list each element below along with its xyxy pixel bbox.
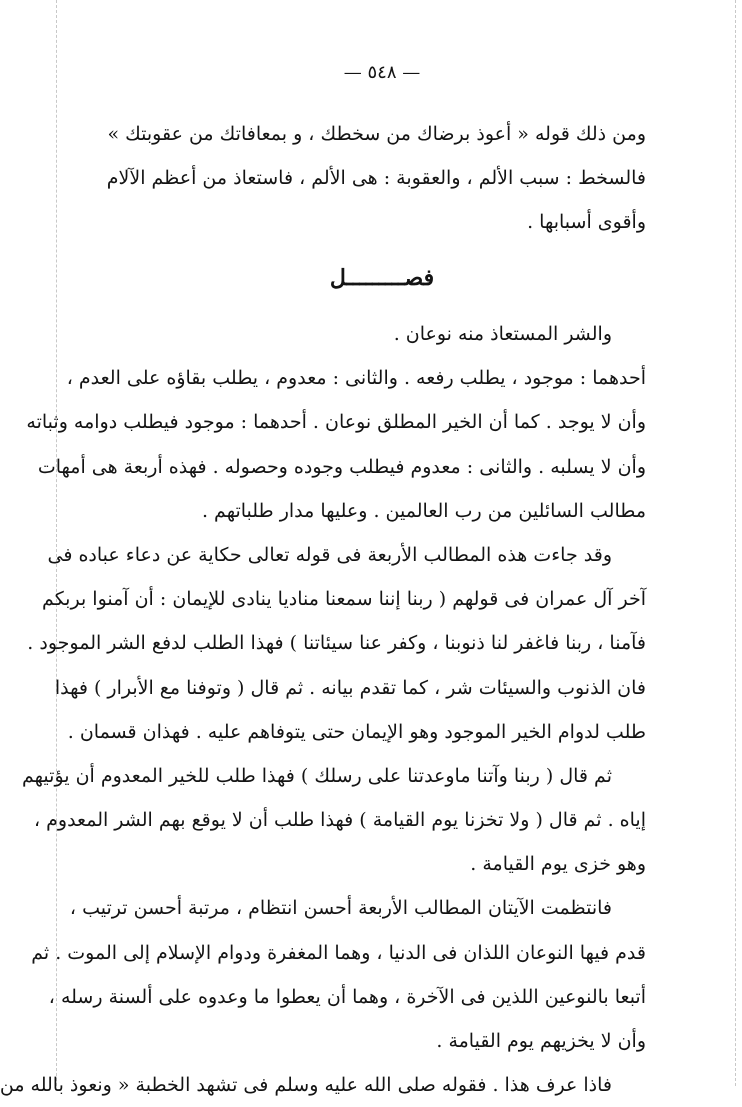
section-heading: فصـــــــــل (329, 265, 435, 291)
page-margin-guide-right (735, 0, 736, 1086)
text-line: فاذا عرف هذا . فقوله صلى الله عليه وسلم فى تشهد الخطبة « ونعوذ بالله من (0, 1074, 612, 1097)
text-line: وقد جاءت هذه المطالب الأربعة فى قوله تعالى حكاية عن دعاء عباده فى (47, 543, 612, 566)
text-line: ثم قال ( ربنا وآتنا ماوعدتنا على رسلك ) فهذا طلب للخير المعدوم أن يؤتيهم (22, 764, 612, 787)
text-line: إياه . ثم قال ( ولا تخزنا يوم القيامة ) فهذا طلب أن لا يوقع بهم الشر المعدوم ، (33, 809, 646, 832)
text-line: وأن لا يخزيهم يوم القيامة . (436, 1030, 646, 1052)
intro-paragraph (106, 112, 646, 245)
text-line: وهو خزى يوم القيامة . (470, 853, 646, 876)
text-line: آخر آل عمران فى قولهم ( ربنا إننا سمعنا مناديا ينادى للإيمان : أن آمنوا بربكم (42, 588, 646, 611)
text-line: مطالب السائلين من رب العالمين . وعليها مدار طلباتهم . (201, 499, 646, 522)
text-line: قدم فيها النوعان اللذان فى الدنيا ، وهما المغفرة ودوام الإسلام إلى الموت . ثم (31, 941, 646, 964)
text-line: فان الذنوب والسيئات شر ، كما تقدم بيانه . ثم قال ( وتوفنا مع الأبرار ) فهذا (54, 676, 646, 699)
body-text (0, 312, 646, 1107)
text-line: وأن لا يسلبه . والثانى : معدوم فيطلب وجوده وحصوله . فهذه أربعة هى أمهات (37, 455, 646, 478)
text-line: طلب لدوام الخير الموجود وهو الإيمان حتى يتوفاهم عليه . فهذان قسمان . (67, 720, 646, 743)
text-line: فآمنا ، ربنا فاغفر لنا ذنوبنا ، وكفر عنا سيئاتنا ) فهذا الطلب لدفع الشر الموجود . (27, 632, 646, 655)
text-line: وأن لا يوجد . كما أن الخير المطلق نوعان . أحدهما : موجود فيطلب دوامه وثباته (26, 411, 646, 434)
text-line: فالسخط : سبب الألم ، والعقوبة : هى الألم ، فاستعاذ من أعظم الآلام (106, 167, 646, 190)
text-line: فانتظمت الآيتان المطالب الأربعة أحسن انتظام ، مرتبة أحسن ترتيب ، (69, 897, 612, 920)
text-line: ومن ذلك قوله « أعوذ برضاك من سخطك ، و بمعافاتك من عقوبتك » (107, 123, 646, 145)
page-number: — ٥٤٨ — (343, 62, 421, 83)
text-line: أتبعا بالنوعين اللذين فى الآخرة ، وهما أن يعطوا ما وعدوه على ألسنة رسله ، (48, 985, 646, 1008)
text-line: وأقوى أسبابها . (527, 211, 646, 234)
text-line: والشر المستعاذ منه نوعان . (393, 323, 612, 345)
text-line: أحدهما : موجود ، يطلب رفعه . والثانى : معدوم ، يطلب بقاؤه على العدم ، (66, 367, 646, 390)
